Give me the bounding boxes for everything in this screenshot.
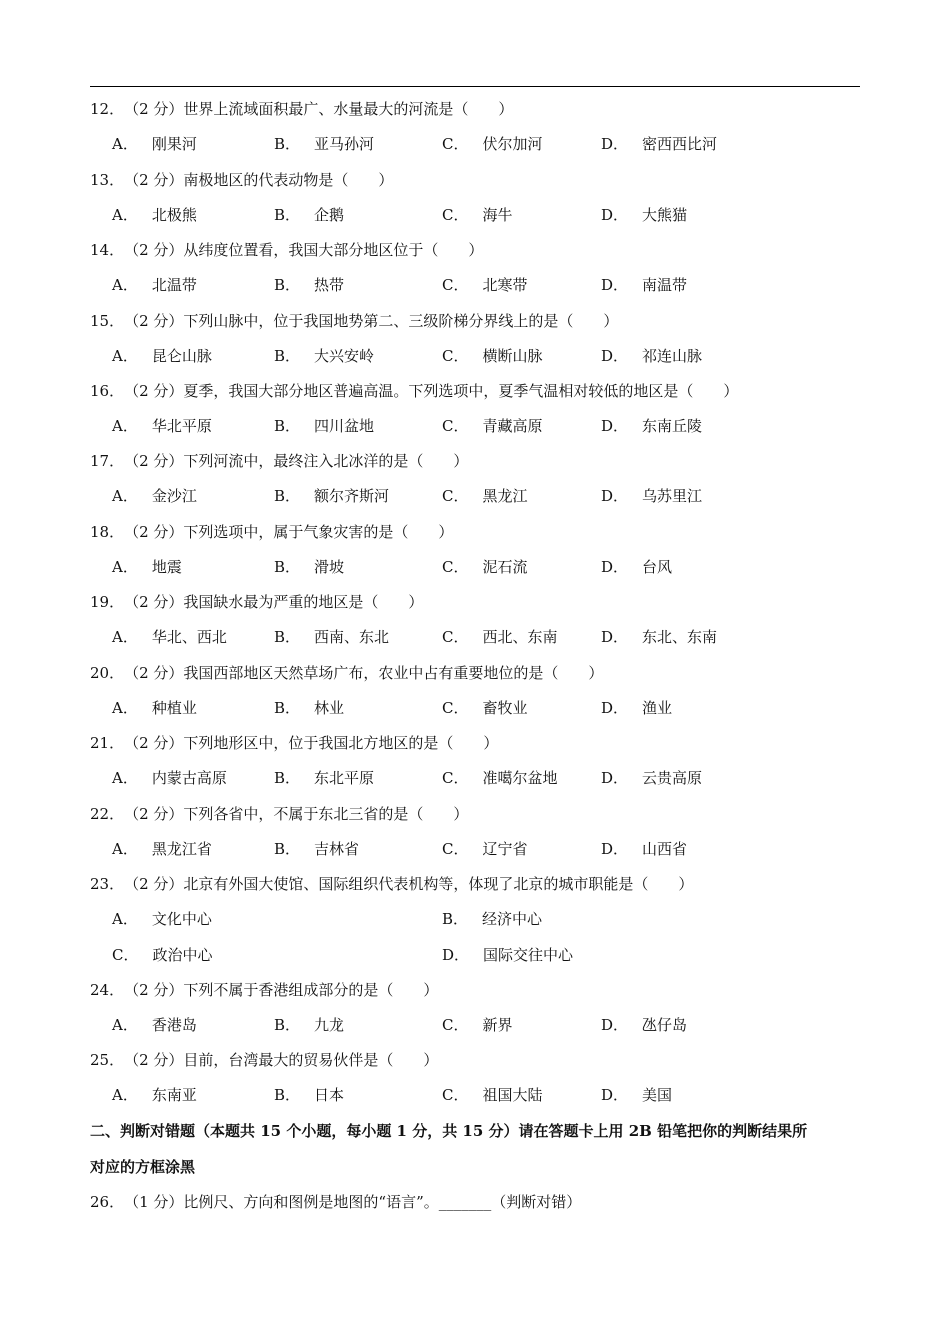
- option-b: B． 额尔齐斯河: [274, 487, 390, 505]
- options-13: [90, 205, 860, 225]
- option-d: D． 密西西比河: [601, 135, 718, 153]
- option-c: C． 新界: [442, 1016, 513, 1034]
- option-b: B． 大兴安岭: [274, 347, 375, 365]
- option-d: D． 祁连山脉: [601, 347, 703, 365]
- option-d: D． 氹仔岛: [601, 1016, 688, 1034]
- option-d: D． 渔业: [601, 699, 673, 717]
- options-25: [90, 1085, 860, 1105]
- option-b: B． 吉林省: [274, 840, 360, 858]
- option-c: C． 黑龙江: [442, 487, 528, 505]
- option-a: A． 华北平原: [112, 417, 212, 435]
- options-22: [90, 839, 860, 859]
- option-b: B． 九龙: [274, 1016, 345, 1034]
- option-a: A． 金沙江: [112, 487, 197, 505]
- option-a: A． 黑龙江省: [112, 840, 212, 858]
- option-d: D． 东南丘陵: [601, 417, 703, 435]
- options-23-row1: [90, 909, 860, 929]
- option-d: D． 乌苏里江: [601, 487, 703, 505]
- question-12: 12．（2 分）世界上流域面积最广、水量最大的河流是（ ）: [90, 100, 514, 118]
- option-d: D． 美国: [601, 1086, 673, 1104]
- option-b: B． 西南、东北: [274, 628, 390, 646]
- question-16: 16．（2 分）夏季，我国大部分地区普遍高温。下列选项中，夏季气温相对较低的地区是（ ）: [90, 382, 739, 400]
- option-d: D． 南温带: [601, 276, 688, 294]
- question-19: 19．（2 分）我国缺水最为严重的地区是（ ）: [90, 593, 424, 611]
- option-a: A． 刚果河: [112, 135, 197, 153]
- option-a: A． 香港岛: [112, 1016, 197, 1034]
- option-c: C． 祖国大陆: [442, 1086, 543, 1104]
- option-c: C． 北寒带: [442, 276, 528, 294]
- question-25: 25．（2 分）目前，台湾最大的贸易伙伴是（ ）: [90, 1051, 439, 1069]
- option-a: A． 昆仑山脉: [112, 347, 212, 365]
- option-d: D． 大熊猫: [601, 206, 688, 224]
- option-d: D． 山西省: [601, 840, 688, 858]
- question-23: 23．（2 分）北京有外国大使馆、国际组织代表机构等，体现了北京的城市职能是（ ）: [90, 875, 694, 893]
- option-c: C． 准噶尔盆地: [442, 769, 558, 787]
- option-b: B． 四川盆地: [274, 417, 375, 435]
- section-heading-judge-cont: 对应的方框涂黑: [90, 1158, 196, 1176]
- option-c: C． 泥石流: [442, 558, 528, 576]
- option-a: A． 地震: [112, 558, 182, 576]
- option-c: C． 海牛: [442, 206, 513, 224]
- option-d: D． 国际交往中心: [442, 946, 574, 964]
- options-12: [90, 134, 860, 154]
- options-24: [90, 1015, 860, 1035]
- option-a: A． 华北、西北: [112, 628, 227, 646]
- question-21: 21．（2 分）下列地形区中，位于我国北方地区的是（ ）: [90, 734, 499, 752]
- options-16: [90, 416, 860, 436]
- option-b: B． 东北平原: [274, 769, 375, 787]
- question-20: 20．（2 分）我国西部地区天然草场广布，农业中占有重要地位的是（ ）: [90, 664, 604, 682]
- option-b: B． 滑坡: [274, 558, 345, 576]
- question-22: 22．（2 分）下列各省中，不属于东北三省的是（ ）: [90, 805, 469, 823]
- question-17: 17．（2 分）下列河流中，最终注入北冰洋的是（ ）: [90, 452, 469, 470]
- option-a: A． 东南亚: [112, 1086, 197, 1104]
- option-d: D． 东北、东南: [601, 628, 718, 646]
- option-a: A． 北温带: [112, 276, 197, 294]
- option-a: A． 北极熊: [112, 206, 197, 224]
- option-a: A． 种植业: [112, 699, 197, 717]
- option-b: B． 林业: [274, 699, 345, 717]
- option-b: B． 经济中心: [442, 910, 543, 928]
- option-a: A． 文化中心: [112, 910, 212, 928]
- options-14: [90, 275, 860, 295]
- option-d: D． 云贵高原: [601, 769, 703, 787]
- options-20: [90, 698, 860, 718]
- option-c: C． 畜牧业: [442, 699, 528, 717]
- question-14: 14．（2 分）从纬度位置看，我国大部分地区位于（ ）: [90, 241, 484, 259]
- option-c: C． 辽宁省: [442, 840, 528, 858]
- options-15: [90, 346, 860, 366]
- option-c: C． 西北、东南: [442, 628, 558, 646]
- options-17: [90, 486, 860, 506]
- question-18: 18．（2 分）下列选项中，属于气象灾害的是（ ）: [90, 523, 454, 541]
- question-26: 26．（1 分）比例尺、方向和图例是地图的“语言”。_______（判断对错）: [90, 1193, 582, 1211]
- options-19: [90, 627, 860, 647]
- options-18: [90, 557, 860, 577]
- options-21: [90, 768, 860, 788]
- option-c: C． 青藏高原: [442, 417, 543, 435]
- option-c: C． 横断山脉: [442, 347, 543, 365]
- question-15: 15．（2 分）下列山脉中，位于我国地势第二、三级阶梯分界线上的是（ ）: [90, 312, 619, 330]
- option-b: B． 日本: [274, 1086, 345, 1104]
- option-b: B． 热带: [274, 276, 345, 294]
- section-heading-judge: 二、判断对错题（本题共 15 个小题，每小题 1 分，共 15 分）请在答题卡上用 2B 铅笔把你的判断结果所: [90, 1122, 808, 1140]
- options-23-row2: [90, 945, 860, 965]
- option-a: A． 内蒙古高原: [112, 769, 227, 787]
- option-c: C． 伏尔加河: [442, 135, 543, 153]
- option-b: B． 企鹅: [274, 206, 345, 224]
- question-13: 13．（2 分）南极地区的代表动物是（ ）: [90, 171, 394, 189]
- option-b: B． 亚马孙河: [274, 135, 375, 153]
- question-24: 24．（2 分）下列不属于香港组成部分的是（ ）: [90, 981, 439, 999]
- header-rule: [90, 86, 860, 87]
- option-d: D． 台风: [601, 558, 673, 576]
- option-c: C． 政治中心: [112, 946, 213, 964]
